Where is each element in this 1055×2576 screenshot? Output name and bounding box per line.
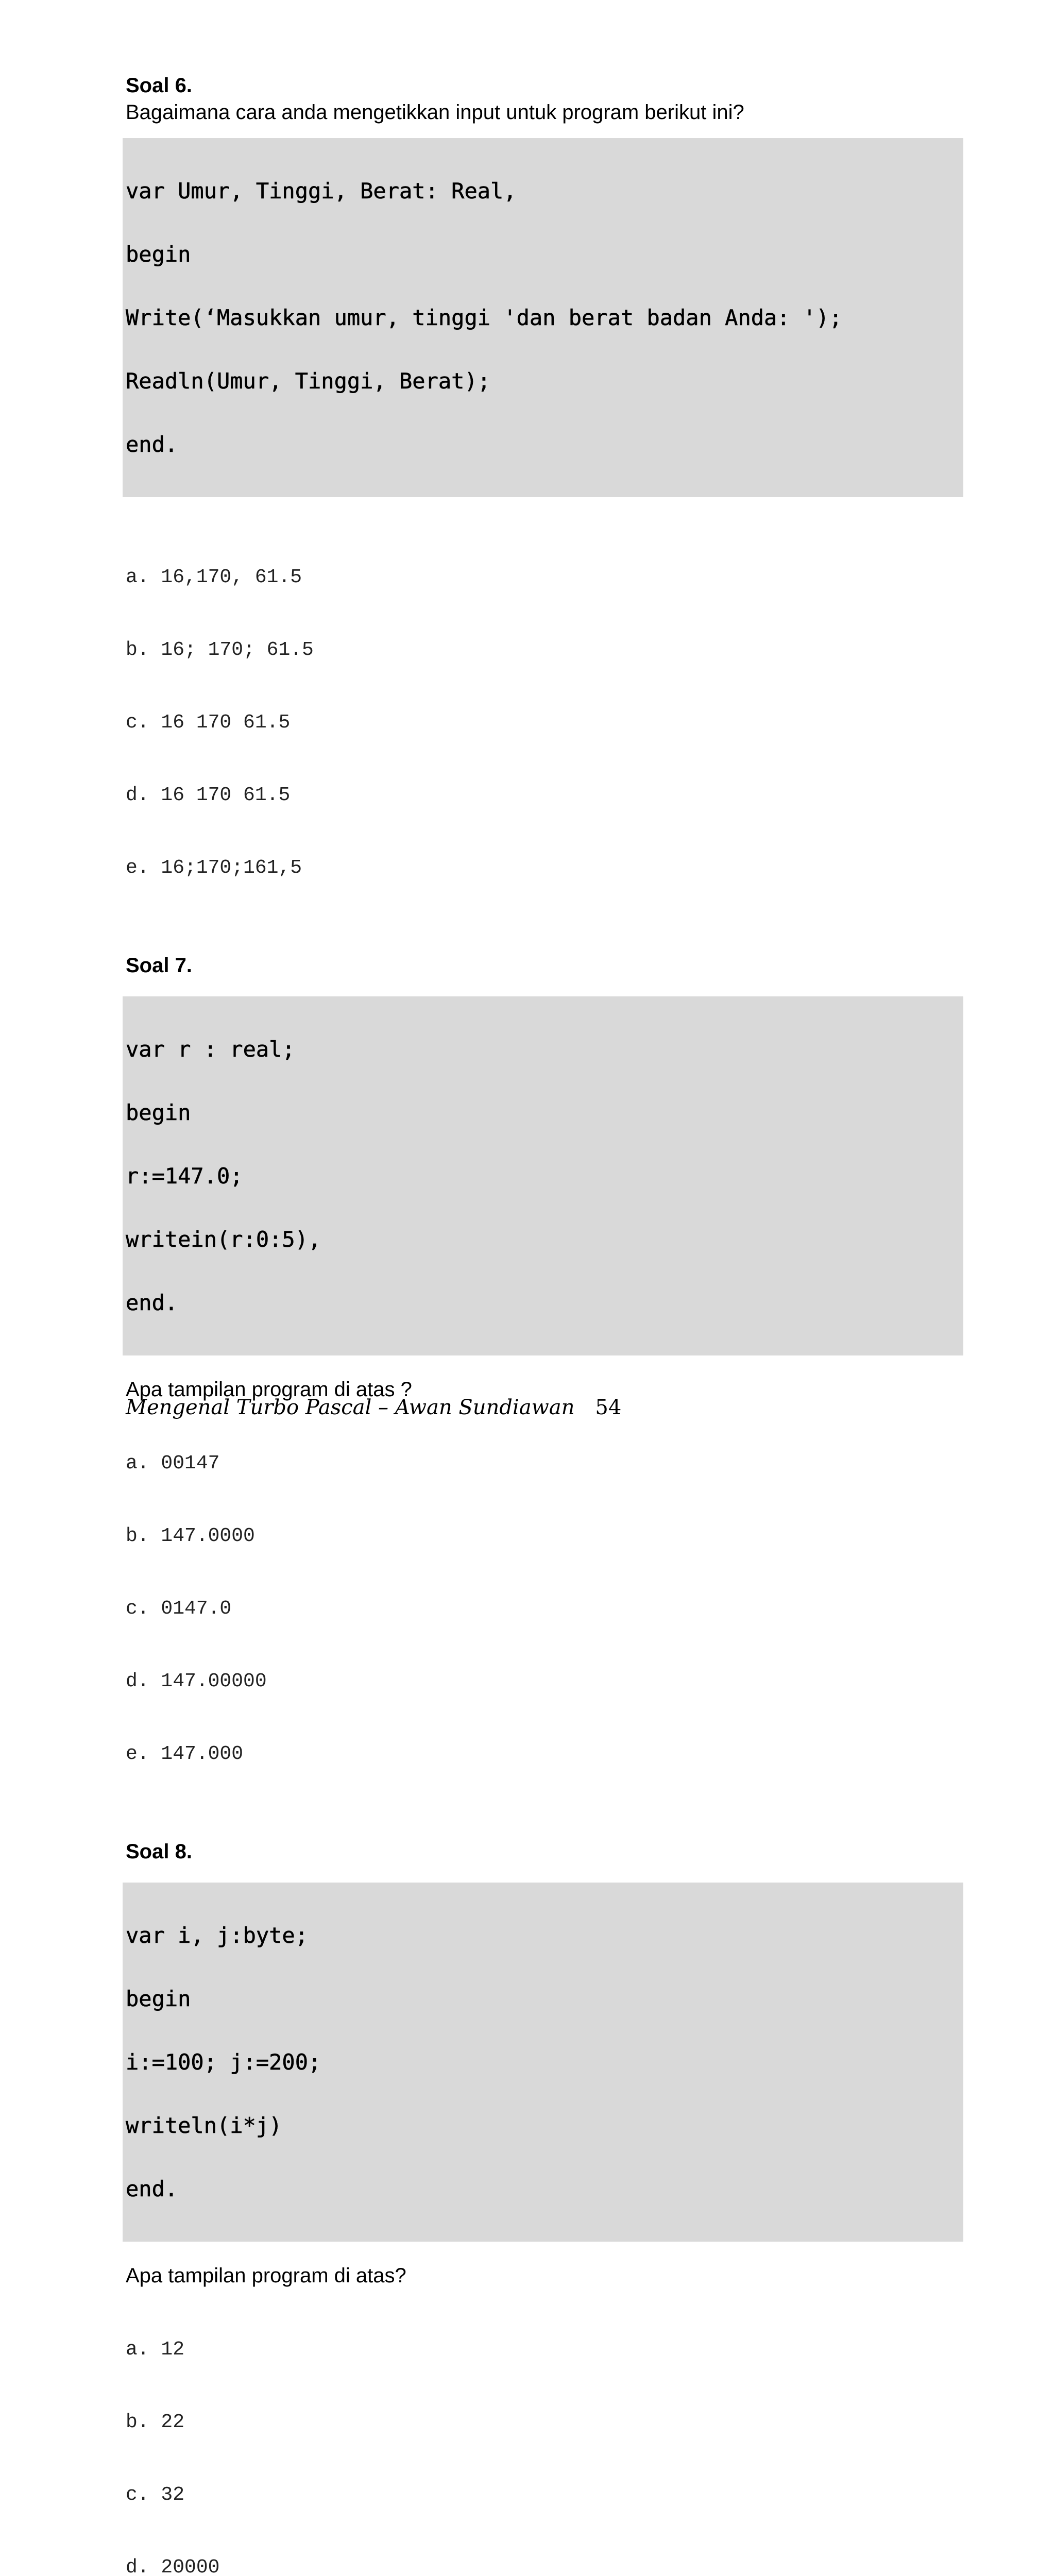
code-line: writein(r:0:5), — [126, 1227, 321, 1252]
question-6 — [126, 72, 963, 928]
code-line: Readln(Umur, Tinggi, Berat); — [126, 368, 491, 394]
answer-option: d. 20000 — [126, 2556, 220, 2576]
code-line: var i, j:byte; — [126, 1923, 309, 1948]
answer-option: b. 16; 170; 61.5 — [126, 639, 314, 661]
answer-options — [126, 517, 963, 928]
answer-option: e. 147.000 — [126, 1743, 244, 1765]
code-block — [123, 138, 963, 497]
answer-options — [126, 2289, 963, 2576]
answer-option: b. 147.0000 — [126, 1525, 255, 1547]
page-number: 54 — [595, 1396, 622, 1419]
code-line: begin — [126, 242, 191, 267]
code-line: var Umur, Tinggi, Berat: Real, — [126, 178, 517, 204]
code-line: r:=147.0; — [126, 1163, 243, 1189]
code-line: begin — [126, 1100, 191, 1125]
answer-option: d. 16 170 61.5 — [126, 784, 291, 806]
question-heading: Soal 6. — [126, 74, 192, 97]
footer-title: Mengenal Turbo Pascal – Awan Sundiawan — [126, 1396, 575, 1419]
answer-option: a. 00147 — [126, 1452, 220, 1475]
code-block — [123, 1883, 963, 2242]
code-line: i:=100; j:=200; — [126, 2049, 321, 2075]
answer-option: a. 12 — [126, 2338, 185, 2361]
page-footer — [126, 1394, 621, 1421]
question-heading: Soal 7. — [126, 954, 192, 977]
question-7 — [126, 952, 963, 1815]
question-prompt: Apa tampilan program di atas ? — [126, 1378, 412, 1401]
answer-option: a. 16,170, 61.5 — [126, 566, 302, 588]
answer-option: b. 22 — [126, 2411, 185, 2433]
code-line: end. — [126, 432, 178, 457]
question-heading: Soal 8. — [126, 1840, 192, 1863]
code-line: writeln(i*j) — [126, 2113, 282, 2138]
code-line: end. — [126, 1290, 178, 1315]
answer-option: c. 16 170 61.5 — [126, 711, 291, 734]
answer-option: c. 32 — [126, 2484, 185, 2506]
code-block — [123, 996, 963, 1355]
code-line: var r : real; — [126, 1037, 295, 1062]
question-prompt: Apa tampilan program di atas? — [126, 2264, 406, 2287]
answer-option: d. 147.00000 — [126, 1670, 267, 1692]
answer-options — [126, 1403, 963, 1815]
question-8 — [126, 1838, 963, 2576]
code-line: Write(‘Masukkan umur, tinggi 'dan berat badan Anda: '); — [126, 305, 842, 330]
code-line: end. — [126, 2176, 178, 2201]
code-line: begin — [126, 1986, 191, 2011]
answer-option: e. 16;170;161,5 — [126, 857, 302, 879]
question-prompt: Bagaimana cara anda mengetikkan input untuk program berikut ini? — [126, 101, 744, 124]
document-page — [126, 72, 963, 2576]
answer-option: c. 0147.0 — [126, 1598, 232, 1620]
